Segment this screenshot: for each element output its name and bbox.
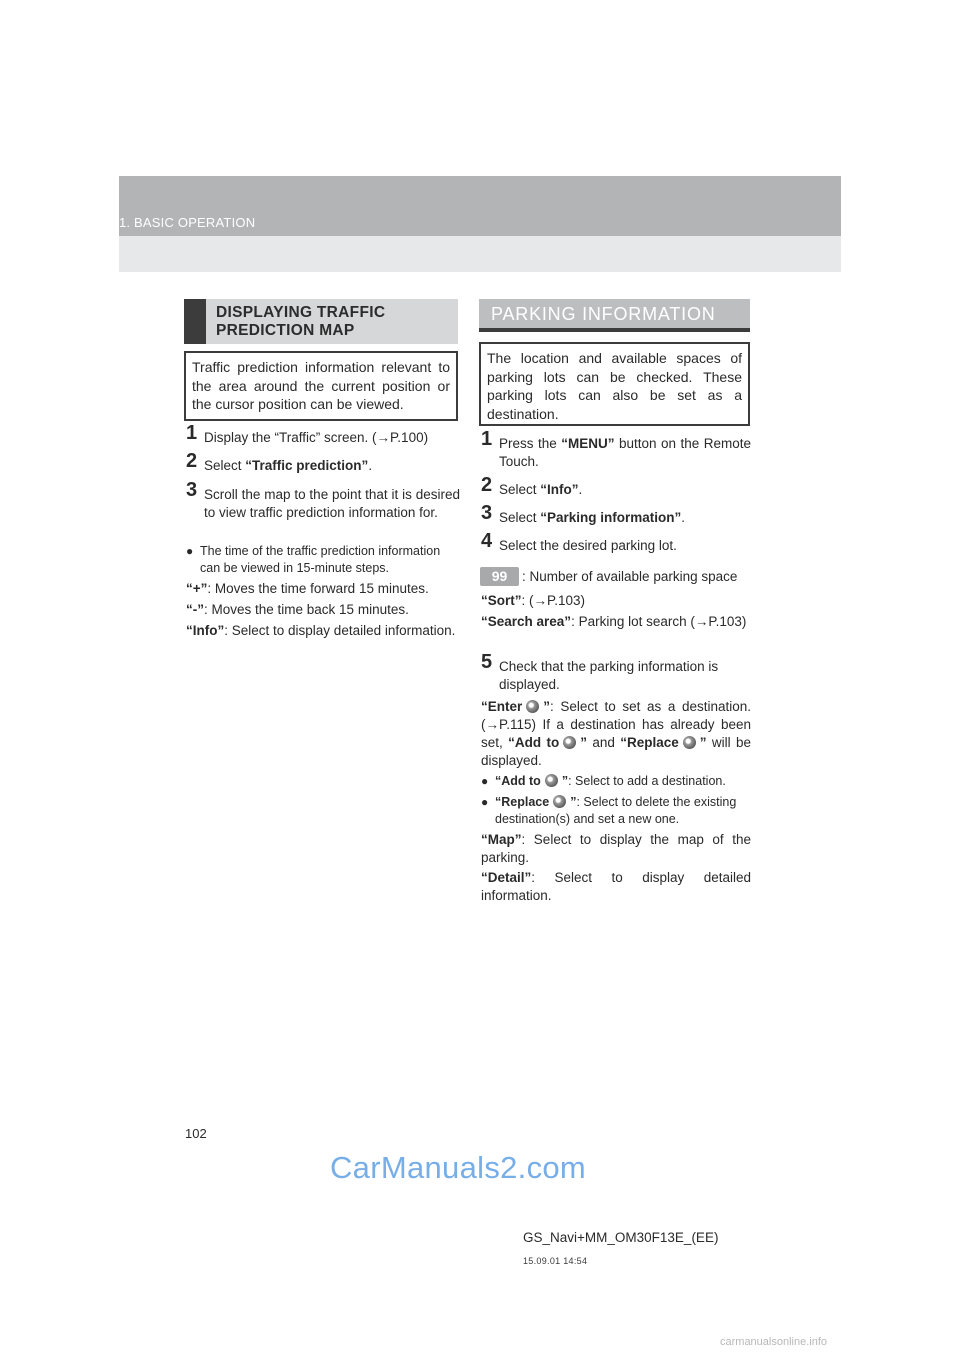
right-intro-box: The location and available spaces of parking lots can be checked. These parking lots can also be set as a destination. <box>479 342 750 426</box>
search-area-button-label: “Search area” <box>481 614 572 629</box>
right-section-heading <box>479 299 750 332</box>
minus-item: “-”: Moves the time back 15 minutes. <box>186 602 409 617</box>
info-button-label: “Info” <box>186 623 225 638</box>
plus-button-label: “+” <box>186 581 208 596</box>
plus-item: “+”: Moves the time forward 15 minutes. <box>186 581 429 596</box>
enter-item: “Enter ”: Select to set as a destination. (→P.115) If a destination has already been set, “Add to ” and “Replace ” will be displayed. <box>481 699 751 768</box>
add-to-button-label: “Add to <box>495 774 541 788</box>
left-intro-box: Traffic prediction information relevant to the area around the current position or the cursor position can be viewed. <box>184 351 458 421</box>
minus-button-label: “-” <box>186 602 204 617</box>
right-step-1: 1 Press the “MENU” button on the Remote Touch. <box>481 428 752 469</box>
enter-button-label: “Enter <box>481 699 523 714</box>
right-step-4: 4 Select the desired parking lot. <box>481 530 677 553</box>
replace-bullet: ● “Replace ”: Select to delete the existing destination(s) and set a new one. <box>481 795 737 826</box>
right-step-3: 3 Select “Parking information”. <box>481 502 686 525</box>
left-step-1: 1 Display the “Traffic” screen. (→P.100) <box>186 422 429 445</box>
left-heading-line1: DISPLAYING TRAFFIC <box>216 304 386 321</box>
print-timestamp: 15.09.01 14:54 <box>523 1256 588 1266</box>
map-button-label: “Map” <box>481 832 522 847</box>
left-step-3: 3 Scroll the map to the point that it is desired to view traffic prediction information for. <box>186 479 460 520</box>
left-bullet-note: ● The time of the traffic prediction information can be viewed in 15-minute steps. <box>186 544 441 575</box>
available-spaces-badge: 99 <box>480 567 519 586</box>
traffic-prediction-button-label: “Traffic prediction” <box>245 458 369 473</box>
right-step-2: 2 Select “Info”. <box>481 474 583 497</box>
detail-button-label: “Detail” <box>481 870 532 885</box>
destination-flag-icon <box>683 736 696 749</box>
destination-flag-icon <box>563 736 576 749</box>
left-step-2: 2 Select “Traffic prediction”. <box>186 450 373 473</box>
parking-information-label: “Parking information” <box>540 510 682 525</box>
sort-button-label: “Sort” <box>481 593 522 608</box>
right-heading: PARKING INFORMATION <box>491 304 716 324</box>
detail-item: “Detail”: Select to display detailed information. <box>481 870 751 903</box>
page-number: 102 <box>185 1126 207 1141</box>
destination-flag-icon <box>526 700 539 713</box>
header-band <box>119 176 841 272</box>
info-item: “Info”: Select to display detailed information. <box>186 623 456 638</box>
section-title: 1. BASIC OPERATION <box>119 215 256 230</box>
bottom-watermark: carmanualsonline.info <box>720 1336 828 1348</box>
map-item: “Map”: Select to display the map of the parking. <box>481 832 751 865</box>
search-area-item: “Search area”: Parking lot search (→P.103) <box>481 614 747 629</box>
badge-description: : Number of available parking space <box>522 569 738 584</box>
add-to-bullet: ● “Add to ”: Select to add a destination. <box>481 774 726 788</box>
watermark-logo: CarManuals2.com <box>330 1150 587 1185</box>
right-step-5: 5 Check that the parking information is displayed. <box>481 651 719 692</box>
sort-item: “Sort”: (→P.103) <box>481 593 586 608</box>
left-heading-line2: PREDICTION MAP <box>216 322 355 339</box>
replace-button-label: “Replace <box>495 795 550 809</box>
destination-flag-icon <box>545 774 558 787</box>
info-menu-label: “Info” <box>540 482 579 497</box>
document-code: GS_Navi+MM_OM30F13E_(EE) <box>523 1230 719 1245</box>
destination-flag-icon <box>553 795 566 808</box>
left-section-heading <box>184 299 458 344</box>
menu-button-label: “MENU” <box>561 436 615 451</box>
